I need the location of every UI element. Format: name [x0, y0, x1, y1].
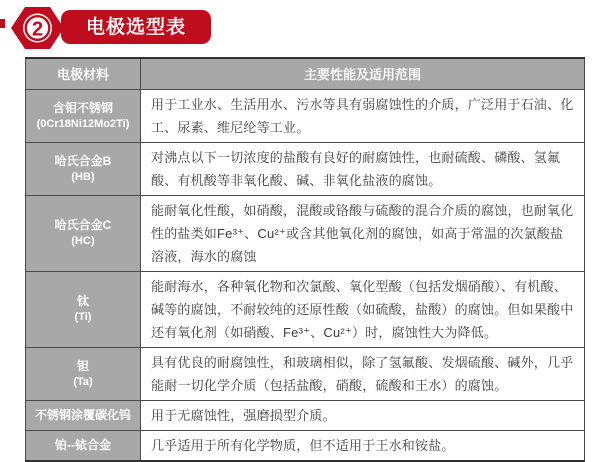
- table-row: [26, 400, 585, 430]
- material-name: 含钼不锈钢: [52, 100, 113, 115]
- material-cell: [26, 271, 141, 347]
- table-row: [26, 347, 585, 400]
- material-formula: (HC): [71, 235, 95, 247]
- table-row: [26, 271, 585, 347]
- description-cell: 几乎适用于所有化学物质，但不适用于王水和铵盐。: [141, 430, 585, 461]
- section-title: 电极选型表: [85, 17, 186, 38]
- material-name: 哈氏合金B: [54, 153, 112, 168]
- material-cell: [26, 89, 141, 142]
- table-row: [26, 89, 585, 142]
- section-number-badge: [11, 7, 64, 49]
- material-cell: [26, 347, 141, 400]
- description-cell: 对沸点以下一切浓度的盐酸有良好的耐腐蚀性，也耐硫酸、磷酸、氢氟酸、有机酸等非氧化酸、碱、非氧化盐液的腐蚀。: [141, 142, 585, 195]
- description-cell: 用于工业水、生活用水、污水等具有弱腐蚀性的介质，广泛用于石油、化工、尿素、维尼纶等工业。: [141, 89, 585, 142]
- table-header-row: [26, 58, 585, 89]
- section-title-pill: [61, 10, 211, 44]
- material-name: 钽: [76, 358, 89, 373]
- description-cell: 能耐氧化性酸，如硝酸，混酸或铬酸与硫酸的混合介质的腐蚀，也耐氧化性的盐类如Fe³⁺、Cu²⁺或含其他氧化剂的腐蚀，如高于常温的次氯酸盐溶液，海水的腐蚀: [141, 195, 585, 271]
- material-cell: [26, 195, 141, 271]
- electrode-selection-table: [25, 57, 585, 462]
- description-cell: 能耐海水，各种氧化物和次氯酸、氧化型酸（包括发烟硝酸）、有机酸、碱等的腐蚀，不耐较纯的还原性酸（如硫酸，盐酸）的腐蚀。但如果酸中还有氧化剂（如硝酸、Fe³⁺、Cu²⁺）时，腐蚀性大为降低。: [141, 271, 585, 347]
- badge-number: 2: [31, 18, 44, 41]
- material-formula: (HB): [71, 170, 95, 183]
- material-cell: [26, 430, 141, 461]
- hexagon-badge-icon: [11, 7, 64, 49]
- column-header-performance: 主要性能及适用范围: [141, 58, 585, 89]
- table-row: [26, 195, 585, 271]
- material-name: 铂--铱合金: [55, 438, 111, 452]
- material-formula: (Ta): [73, 375, 93, 388]
- material-name: 不锈钢涂覆碳化钨: [34, 408, 131, 422]
- material-cell: [26, 142, 141, 195]
- table-row: [26, 142, 585, 195]
- table-row: [26, 430, 585, 461]
- left-accent-mark: [0, 19, 5, 28]
- material-formula: (Ti): [74, 311, 92, 323]
- material-name: 哈氏合金C: [54, 218, 112, 232]
- description-cell: 用于无腐蚀性，强磨损型介质。: [141, 400, 585, 430]
- column-header-material: 电极材料: [26, 58, 141, 89]
- material-formula: (0Cr18Ni12Mo2Ti): [36, 117, 130, 130]
- description-cell: 具有优良的耐腐蚀性，和玻璃相似，除了氢氟酸、发烟硫酸、碱外，几乎能耐一切化学介质（包括盐酸，硝酸，硫酸和王水）的腐蚀。: [141, 347, 585, 400]
- material-name: 钛: [76, 294, 89, 308]
- material-cell: [26, 400, 141, 430]
